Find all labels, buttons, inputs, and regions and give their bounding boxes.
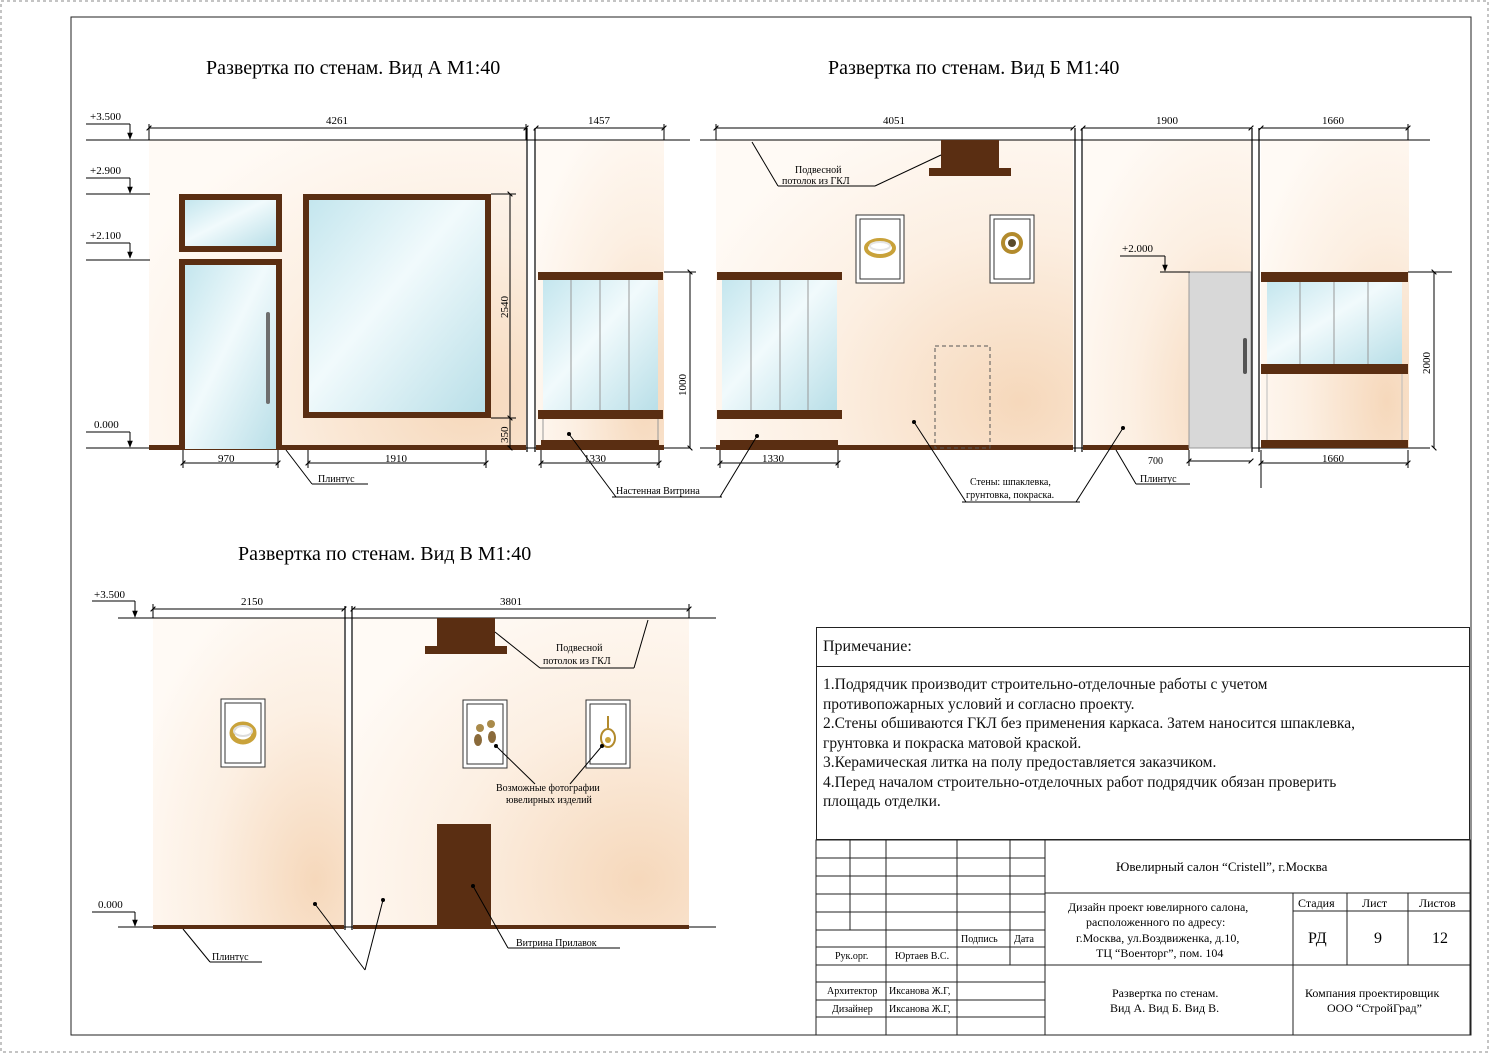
level-2900-a: +2.900 <box>90 165 121 177</box>
dim-a-1910: 1910 <box>385 453 407 465</box>
stamp-desc-2: расположенного по адресу: <box>1086 915 1226 929</box>
dim-a-1330: 1330 <box>584 453 606 465</box>
label-wall-vitrina: Настенная Витрина <box>616 486 700 497</box>
ceiling-bulkhead-v <box>437 618 495 646</box>
dim-b-1660-bottom: 1660 <box>1322 453 1344 465</box>
title-block <box>816 840 1470 1035</box>
dim-a-1457: 1457 <box>588 115 610 127</box>
label-ceiling-v-2: потолок из ГКЛ <box>543 656 611 667</box>
view-b <box>700 115 1452 488</box>
level-0000-v: 0.000 <box>98 899 123 911</box>
note-line: 3.Керамическая литка на полу предоставляется заказчиком. <box>823 754 1217 771</box>
note-line: противопожарных условий и согласно проекту. <box>823 695 1135 713</box>
stamp-company-2: ООО “СтройГрад” <box>1327 1001 1422 1015</box>
transom-glass <box>185 200 276 246</box>
note-line: площадь отделки. <box>823 793 941 810</box>
stamp-sign-head: Подпись <box>961 934 998 945</box>
stamp-desc-1: Дизайн проект ювелирного салона, <box>1068 900 1249 914</box>
view-a <box>86 111 696 485</box>
stamp-sheets-head: Листов <box>1419 896 1456 910</box>
window-glass-a <box>309 200 485 412</box>
dim-b-4051: 4051 <box>883 115 905 127</box>
notes-box <box>816 627 1470 840</box>
stamp-drawing-2: Вид А. Вид Б. Вид В. <box>1110 1001 1220 1015</box>
label-photos-1: Возможные фотографии <box>496 783 600 794</box>
photo-earrings <box>463 700 507 768</box>
dim-a-350: 350 <box>499 426 511 443</box>
photo-ring-3 <box>221 699 265 767</box>
ceiling-bulkhead-b <box>941 140 999 168</box>
level-0000-a: 0.000 <box>94 419 119 431</box>
label-ceiling-v-1: Подвесной <box>556 643 603 654</box>
door-grey-b <box>1189 272 1251 448</box>
stamp-role-1: Рук.орг. <box>835 951 869 962</box>
dim-a-4261: 4261 <box>326 115 348 127</box>
stamp-stage-head: Стадия <box>1298 896 1335 910</box>
stamp-sheets: 12 <box>1432 930 1448 947</box>
stamp-desc-3: г.Москва, ул.Воздвиженка, д.10, <box>1076 931 1240 945</box>
note-line: 4.Перед началом строительно-отделочных работ подрядчик обязан проверить <box>823 773 1337 791</box>
note-line: 2.Стены обшиваются ГКЛ без применения каркаса. Затем наносится шпаклевка, <box>823 715 1355 732</box>
stamp-stage: РД <box>1308 930 1327 947</box>
door-handle-a <box>266 312 270 404</box>
dim-b-2000: 2000 <box>1421 352 1433 374</box>
photo-ring-2 <box>990 215 1034 283</box>
wall-v2 <box>353 618 689 927</box>
dims-b-bottom <box>720 450 1408 488</box>
notes-heading: Примечание: <box>817 628 1469 667</box>
stamp-role-2: Архитектор <box>827 986 878 997</box>
dim-b-1660-top: 1660 <box>1322 115 1344 127</box>
door-glass-a <box>185 265 276 449</box>
dim-a-1000: 1000 <box>677 374 689 396</box>
level-2000-b: +2.000 <box>1122 243 1153 255</box>
label-walls-1: Стены: шпаклевка, <box>970 477 1051 488</box>
dims-a-top <box>149 115 664 140</box>
plinth-a2 <box>536 445 664 450</box>
stamp-name-3: Иксанова Ж.Г, <box>889 1004 951 1015</box>
dim-a-970: 970 <box>218 453 235 465</box>
label-plinth-a: Плинтус <box>318 474 355 485</box>
label-counter: Витрина Прилавок <box>516 938 597 949</box>
stamp-desc-4: ТЦ “Военторг”, пом. 104 <box>1096 946 1224 960</box>
dim-b-1330: 1330 <box>762 453 784 465</box>
label-walls-2: грунтовка, покраска. <box>966 490 1055 501</box>
level-3500-v: +3.500 <box>94 589 125 601</box>
stamp-sheet: 9 <box>1374 930 1382 947</box>
dim-a-2540: 2540 <box>499 296 511 318</box>
title-view-v: Развертка по стенам. Вид В М1:40 <box>238 543 532 565</box>
stamp-name-2: Иксанова Ж.Г, <box>889 986 951 997</box>
stamp-role-3: Дизайнер <box>832 1004 873 1015</box>
stamp-name-1: Юртаев В.С. <box>895 951 950 962</box>
stamp-drawing-1: Развертка по стенам. <box>1112 986 1219 1000</box>
level-marks-a <box>86 111 150 447</box>
stamp-company-1: Компания проектировщик <box>1305 986 1440 1000</box>
wall-v1 <box>153 618 344 927</box>
level-3500-a: +3.500 <box>90 111 121 123</box>
label-plinth-v: Плинтус <box>212 952 249 963</box>
counter-vitrina-v <box>437 824 491 928</box>
label-ceiling-b-2: потолок из ГКЛ <box>782 176 850 187</box>
dim-b-700: 700 <box>1148 456 1163 467</box>
note-line: 1.Подрядчик производит строительно-отделочные работы с учетом <box>823 676 1268 693</box>
label-plinth-b: Плинтус <box>1140 474 1177 485</box>
note-line: грунтовка и покраска матовой краской. <box>823 734 1082 752</box>
stamp-project: Ювелирный салон “Cristell”, г.Москва <box>1116 859 1328 874</box>
door-handle-b <box>1243 338 1247 374</box>
dim-b-1900: 1900 <box>1156 115 1178 127</box>
stamp-date-head: Дата <box>1014 934 1034 945</box>
photo-ring-1 <box>856 215 904 283</box>
label-photos-2: ювелирных изделий <box>506 795 592 806</box>
dim-v-2150: 2150 <box>241 596 263 608</box>
title-view-a: Развертка по стенам. Вид А М1:40 <box>206 57 501 79</box>
level-2100-a: +2.100 <box>90 230 121 242</box>
title-view-b: Развертка по стенам. Вид Б М1:40 <box>828 57 1120 79</box>
dims-b-top <box>716 115 1408 140</box>
view-v <box>92 589 716 970</box>
label-ceiling-b-1: Подвесной <box>795 165 842 176</box>
stamp-sheet-head: Лист <box>1362 896 1388 910</box>
dim-v-3801: 3801 <box>500 596 522 608</box>
notes-body <box>817 667 1469 820</box>
